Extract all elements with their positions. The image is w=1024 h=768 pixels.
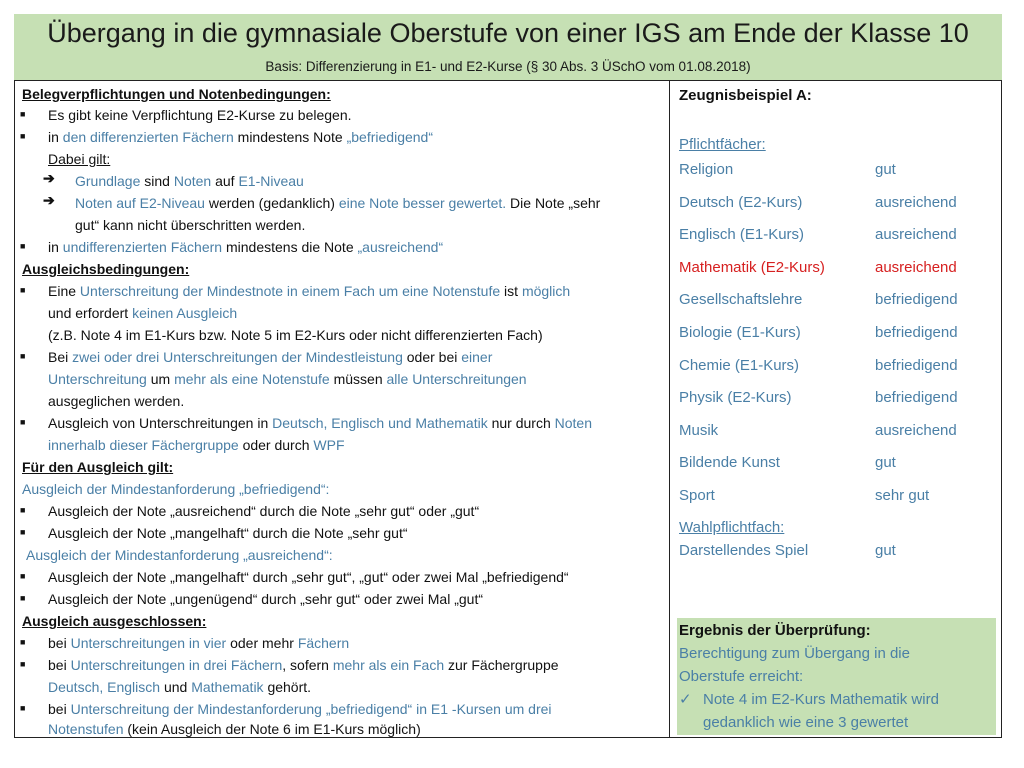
rule-line: bei Unterschreitung der Mindestanforderung „befriedigend“ in E1 -Kursen um drei: [48, 701, 552, 717]
subject-grade: sehr gut: [875, 487, 930, 504]
bullet-icon: ■: [20, 241, 26, 251]
result-text: gedanklich wie eine 3 gewertet: [703, 714, 909, 731]
subject-name: Sport: [679, 487, 715, 504]
bullet-icon: ■: [20, 351, 26, 361]
subject-grade: gut: [875, 454, 896, 471]
bullet-icon: ■: [20, 593, 26, 603]
rules-panel: [14, 80, 670, 738]
bullet-icon: ■: [20, 703, 26, 713]
subject-grade: ausreichend: [875, 259, 957, 276]
subject-name: Darstellendes Spiel: [679, 542, 809, 559]
rule-line: Ausgleich der Note „ungenügend“ durch „sehr gut“ oder zwei Mal „gut“: [48, 591, 484, 607]
pflicht-heading: Pflichtfächer:: [679, 136, 766, 153]
rule-line: Bei zwei oder drei Unterschreitungen der Mindestleistung oder bei einer: [48, 349, 493, 365]
section-heading: Ausgleichsbedingungen:: [22, 261, 190, 277]
result-text: Oberstufe erreicht:: [679, 668, 804, 685]
subject-name: Biologie (E1-Kurs): [679, 324, 801, 341]
rule-line: Eine Unterschreitung der Mindestnote in einem Fach um eine Notenstufe ist möglich: [48, 283, 571, 299]
section-heading: Ausgleich ausgeschlossen:: [22, 613, 207, 629]
arrow-icon: ➔: [43, 192, 55, 208]
rule-line: bei Unterschreitungen in vier oder mehr Fächern: [48, 635, 350, 651]
rule-line: innerhalb dieser Fächergruppe oder durch WPF: [48, 437, 345, 453]
subject-name: Musik: [679, 422, 719, 439]
subject-grade: befriedigend: [875, 291, 958, 308]
subject-name: Englisch (E1-Kurs): [679, 226, 805, 243]
section-heading: Belegverpflichtungen und Notenbedingungen:: [22, 86, 331, 102]
rule-line: Ausgleich von Unterschreitungen in Deutsch, Englisch und Mathematik nur durch Noten: [48, 415, 592, 431]
subject-grade: befriedigend: [875, 357, 958, 374]
rule-line: und erfordert keinen Ausgleich: [48, 305, 238, 321]
rule-line: in den differenzierten Fächern mindestens Note „befriedigend“: [48, 129, 433, 145]
result-heading: Ergebnis der Überprüfung:: [679, 622, 871, 639]
example-panel: [670, 80, 1002, 738]
rule-line: gut“ kann nicht überschritten werden.: [75, 217, 306, 233]
subject-grade: ausreichend: [875, 226, 957, 243]
rule-line: Ausgleich der Note „mangelhaft“ durch die Note „sehr gut“: [48, 525, 408, 541]
subject-name: Religion: [679, 161, 734, 178]
bullet-icon: ■: [20, 637, 26, 647]
rule-line: (z.B. Note 4 im E1-Kurs bzw. Note 5 im E2-Kurs oder nicht differenzierten Fach): [48, 327, 543, 343]
rule-line: Dabei gilt:: [48, 151, 111, 167]
page-subtitle: Basis: Differenzierung in E1- und E2-Kurse (§ 30 Abs. 3 ÜSchO vom 01.08.2018): [265, 59, 751, 74]
bullet-icon: ■: [20, 131, 26, 141]
rule-line: Ausgleich der Note „mangelhaft“ durch „sehr gut“, „gut“ oder zwei Mal „befriedigend“: [48, 569, 569, 585]
subject-grade: gut: [875, 542, 896, 559]
bullet-icon: ■: [20, 505, 26, 515]
bullet-icon: ■: [20, 659, 26, 669]
subject-name: Chemie (E1-Kurs): [679, 357, 800, 374]
wahl-heading: Wahlpflichtfach:: [679, 519, 785, 536]
rule-line: Unterschreitung um mehr als eine Notenstufe müssen alle Unterschreitungen: [48, 371, 527, 387]
rule-line: ausgeglichen werden.: [48, 393, 185, 409]
check-icon: ✓: [679, 691, 692, 708]
subject-grade: befriedigend: [875, 324, 958, 341]
result-box: [677, 618, 996, 735]
bullet-icon: ■: [20, 417, 26, 427]
rule-line: in undifferenzierten Fächern mindestens die Note „ausreichend“: [48, 239, 444, 255]
rule-line: Es gibt keine Verpflichtung E2-Kurse zu belegen.: [48, 107, 352, 123]
rule-line: Noten auf E2-Niveau werden (gedanklich) eine Note besser gewertet. Die Note „sehr: [75, 195, 601, 211]
subject-name: Physik (E2-Kurs): [679, 389, 792, 406]
rule-line: Notenstufen (kein Ausgleich der Note 6 im E1-Kurs möglich): [48, 721, 421, 737]
rule-line: Ausgleich der Note „ausreichend“ durch die Note „sehr gut“ oder „gut“: [48, 503, 480, 519]
bullet-icon: ■: [20, 109, 26, 119]
rule-line: Ausgleich der Mindestanforderung „befriedigend“:: [22, 481, 330, 497]
rule-line: Grundlage sind Noten auf E1-Niveau: [75, 173, 304, 189]
subject-name: Deutsch (E2-Kurs): [679, 194, 803, 211]
subject-grade: gut: [875, 161, 896, 178]
bullet-icon: ■: [20, 571, 26, 581]
page-title: Übergang in die gymnasiale Oberstufe von einer IGS am Ende der Klasse 10: [47, 18, 969, 48]
bullet-icon: ■: [20, 527, 26, 537]
header-banner: [14, 14, 1002, 80]
subject-grade: ausreichend: [875, 194, 957, 211]
arrow-icon: ➔: [43, 170, 55, 186]
subject-grade: befriedigend: [875, 389, 958, 406]
result-text: Note 4 im E2-Kurs Mathematik wird: [703, 691, 939, 708]
bullet-icon: ■: [20, 285, 26, 295]
result-text: Berechtigung zum Übergang in die: [679, 645, 910, 662]
subject-name: Mathematik (E2-Kurs): [679, 259, 825, 276]
subject-name: Gesellschaftslehre: [679, 291, 803, 308]
rule-line: bei Unterschreitungen in drei Fächern, sofern mehr als ein Fach zur Fächergruppe: [48, 657, 559, 673]
example-heading: Zeugnisbeispiel A:: [679, 87, 812, 104]
section-heading: Für den Ausgleich gilt:: [22, 459, 174, 475]
subject-name: Bildende Kunst: [679, 454, 780, 471]
rule-line: Ausgleich der Mindestanforderung „ausreichend“:: [26, 547, 333, 563]
subject-grade: ausreichend: [875, 422, 957, 439]
rule-line: Deutsch, Englisch und Mathematik gehört.: [48, 679, 312, 695]
